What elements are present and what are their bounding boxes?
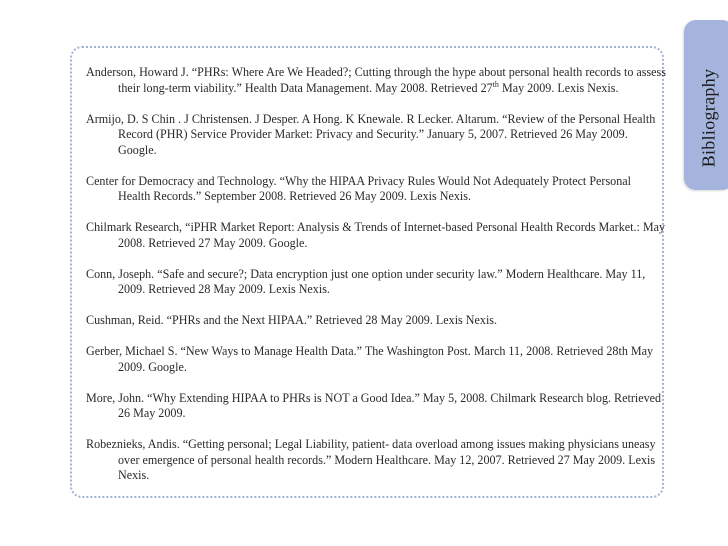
reference-text: May 2009. Lexis Nexis. xyxy=(498,80,619,95)
reference-item xyxy=(86,112,666,159)
reference-superscript: th xyxy=(492,79,499,89)
reference-item xyxy=(86,220,666,251)
reference-item xyxy=(86,344,666,375)
reference-text: Center for Democracy and Technology. “Why the HIPAA Privacy Rules Would Not Adequately Protect Personal Health Records.” September 2008. Retrieved 26 May 2009. Lexis Nexis. xyxy=(86,173,631,203)
reference-item xyxy=(86,267,666,298)
reference-text: Gerber, Michael S. “New Ways to Manage Health Data.” The Washington Post. March 11, 2008. Retrieved 28th May 2009. Google. xyxy=(86,344,654,374)
reference-text: Armijo, D. S Chin . J Christensen. J Desper. A Hong. K Knewale. R Lecker. Altarum. “Review of the Personal Health Record (PHR) Service Provider Market: Privacy and Security.” January 5, 2007. Retrieved 26 May 2009. Google. xyxy=(86,111,656,157)
reference-item xyxy=(86,437,666,484)
reference-list xyxy=(86,65,666,499)
reference-item xyxy=(86,391,666,422)
reference-item xyxy=(86,174,666,205)
reference-text: Robeznieks, Andis. “Getting personal; Legal Liability, patient- data overload among issues making physicians uneasy over emergence of personal health records.” Modern Healthcare. May 12, 2007. Retrieved 27 May 2009. Lexis Nexis. xyxy=(86,437,656,482)
reference-item xyxy=(86,313,666,329)
reference-text: More, John. “Why Extending HIPAA to PHRs is NOT a Good Idea.” May 5, 2008. Chilmark Research blog. Retrieved 26 May 2009. xyxy=(86,390,662,420)
reference-text: Cushman, Reid. “PHRs and the Next HIPAA.” Retrieved 28 May 2009. Lexis Nexis. xyxy=(86,313,498,327)
reference-text: Conn, Joseph. “Safe and secure?; Data encryption just one option under security law.” Modern Healthcare. May 11, 2009. Retrieved 28 May 2009. Lexis Nexis. xyxy=(86,266,646,296)
reference-item xyxy=(86,65,666,96)
reference-text: Anderson, Howard J. “PHRs: Where Are We Headed?; Cutting through the hype about personal health records to assess their long-term viability.” Health Data Management. May 2008. Retrieved 27 xyxy=(86,65,666,95)
section-tab-label: Bibliography xyxy=(698,68,719,168)
reference-text: Chilmark Research, “iPHR Market Report: Analysis & Trends of Internet-based Personal Health Records Market.: May 2008. Retrieved 27 May 2009. Google. xyxy=(86,220,666,250)
